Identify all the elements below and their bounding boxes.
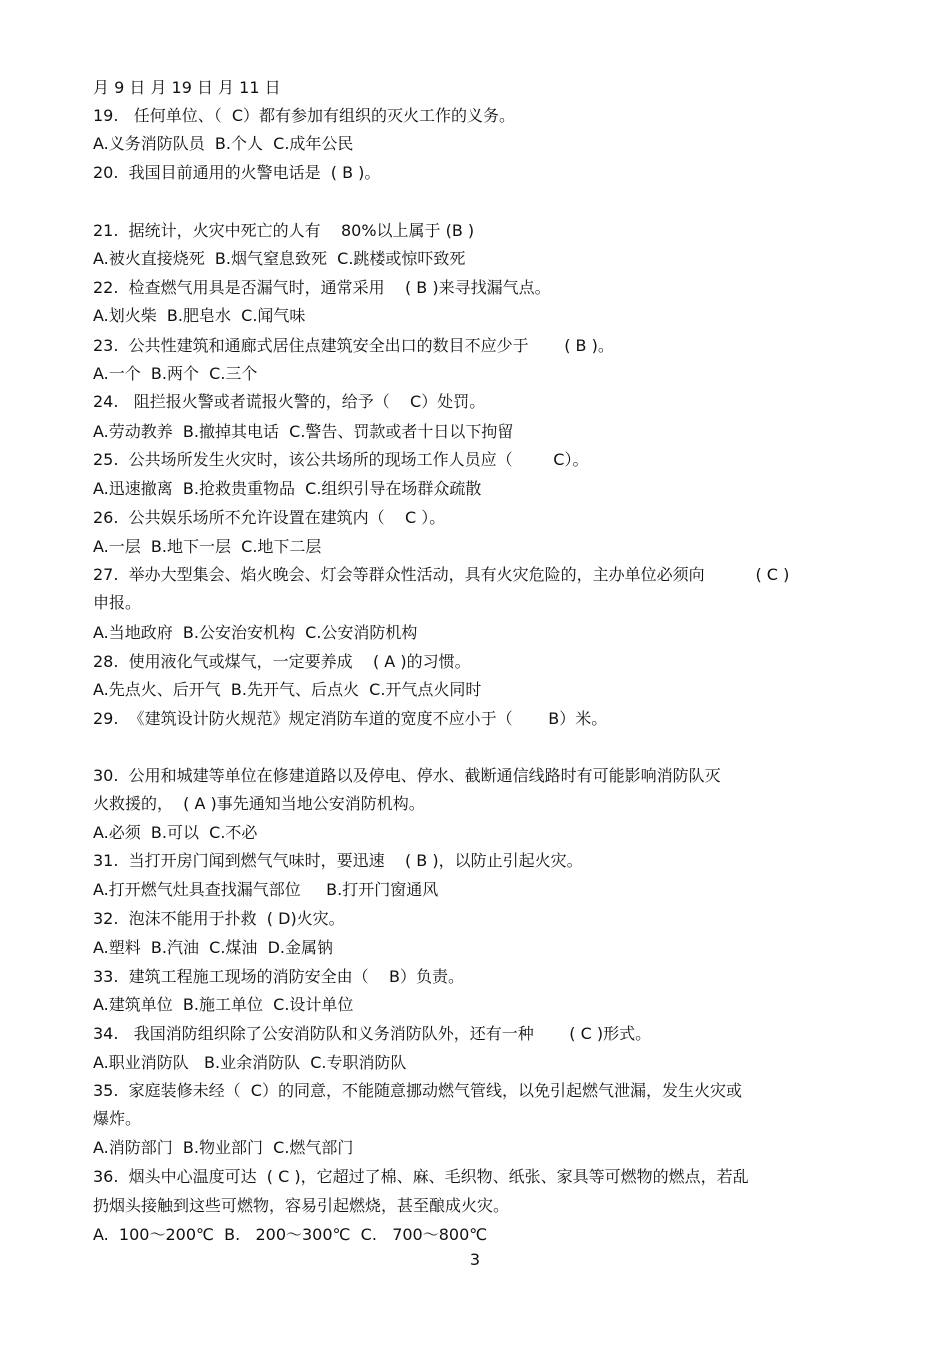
question-34: 34. 我国消防组织除了公安消防队和义务消防队外，还有一种 ( C )形式。	[93, 1024, 652, 1043]
question-27: 27. 举办大型集会、焰火晚会、灯会等群众性活动，具有火灾危险的，主办单位必须向 ( C )	[93, 565, 790, 584]
options-32: A.塑料 B.汽油 C.煤油 D.金属钠	[93, 938, 333, 957]
question-30: 30. 公用和城建等单位在修建道路以及停电、停水、截断通信线路时有可能影响消防队灭	[93, 766, 721, 785]
options-25: A.迅速撤离 B.抢救贵重物品 C.组织引导在场群众疏散	[93, 479, 482, 498]
text-line: 月 9 日 月 19 日 月 11 日	[93, 78, 281, 97]
options-27: A.当地政府 B.公安治安机构 C.公安消防机构	[93, 623, 418, 642]
question-26: 26. 公共娱乐场所不允许设置在建筑内（ C ）。	[93, 508, 446, 527]
options-19: A.义务消防队员 B.个人 C.成年公民	[93, 134, 354, 153]
options-26: A.一层 B.地下一层 C.地下二层	[93, 537, 322, 556]
question-22: 22. 检查燃气用具是否漏气时，通常采用 ( B )来寻找漏气点。	[93, 278, 551, 297]
options-28: A.先点火、后开气 B.先开气、后点火 C.开气点火同时	[93, 680, 482, 699]
question-23: 23. 公共性建筑和通廊式居住点建筑安全出口的数目不应少于 ( B )。	[93, 336, 614, 355]
question-19: 19. 任何单位、（ C）都有参加有组织的灭火工作的义务。	[93, 106, 516, 125]
question-32: 32. 泡沫不能用于扑救 ( D)火灾。	[93, 909, 345, 928]
options-33: A.建筑单位 B.施工单位 C.设计单位	[93, 995, 354, 1014]
options-34: A.职业消防队 B.业余消防队 C.专职消防队	[93, 1053, 407, 1072]
options-35: A.消防部门 B.物业部门 C.燃气部门	[93, 1138, 354, 1157]
options-24: A.劳动教养 B.撤掉其电话 C.警告、罚款或者十日以下拘留	[93, 422, 514, 441]
question-21: 21. 据统计，火灾中死亡的人有 80%以上属于 (B )	[93, 221, 475, 240]
question-35-cont: 爆炸。	[93, 1109, 142, 1128]
options-22: A.划火柴 B.肥皂水 C.闻气味	[93, 306, 306, 325]
question-20: 20. 我国目前通用的火警电话是 ( B )。	[93, 163, 381, 182]
question-36-cont: 扔烟头接触到这些可燃物，容易引起燃烧，甚至酿成火灾。	[93, 1196, 510, 1215]
options-21: A.被火直接烧死 B.烟气窒息致死 C.跳楼或惊吓致死	[93, 249, 466, 268]
question-36: 36. 烟头中心温度可达 ( C )，它超过了棉、麻、毛织物、纸张、家具等可燃物的燃点，若乱	[93, 1167, 749, 1186]
question-25: 25. 公共场所发生火灾时，该公共场所的现场工作人员应（ C）。	[93, 450, 589, 469]
question-29: 29. 《建筑设计防火规范》规定消防车道的宽度不应小于（ B）米。	[93, 709, 608, 728]
page-number: 3	[469, 1250, 481, 1269]
question-27-cont: 申报。	[93, 593, 142, 612]
options-30: A.必须 B.可以 C.不必	[93, 823, 258, 842]
question-24: 24. 阻拦报火警或者谎报火警的，给予（ C）处罚。	[93, 392, 486, 411]
options-36: A. 100～200℃ B. 200～300℃ C. 700～800℃	[93, 1225, 488, 1244]
options-31: A.打开燃气灶具查找漏气部位 B.打开门窗通风	[93, 880, 439, 899]
question-30-cont: 火救援的， ( A )事先通知当地公安消防机构。	[93, 794, 425, 813]
question-28: 28. 使用液化气或煤气，一定要养成 ( A )的习惯。	[93, 652, 471, 671]
options-23: A.一个 B.两个 C.三个	[93, 364, 258, 383]
question-33: 33. 建筑工程施工现场的消防安全由（ B）负责。	[93, 967, 464, 986]
question-35: 35. 家庭装修未经（ C）的同意，不能随意挪动燃气管线，以免引起燃气泄漏，发生火灾或	[93, 1081, 742, 1100]
question-31: 31. 当打开房门闻到燃气气味时，要迅速 ( B )，以防止引起火灾。	[93, 851, 583, 870]
